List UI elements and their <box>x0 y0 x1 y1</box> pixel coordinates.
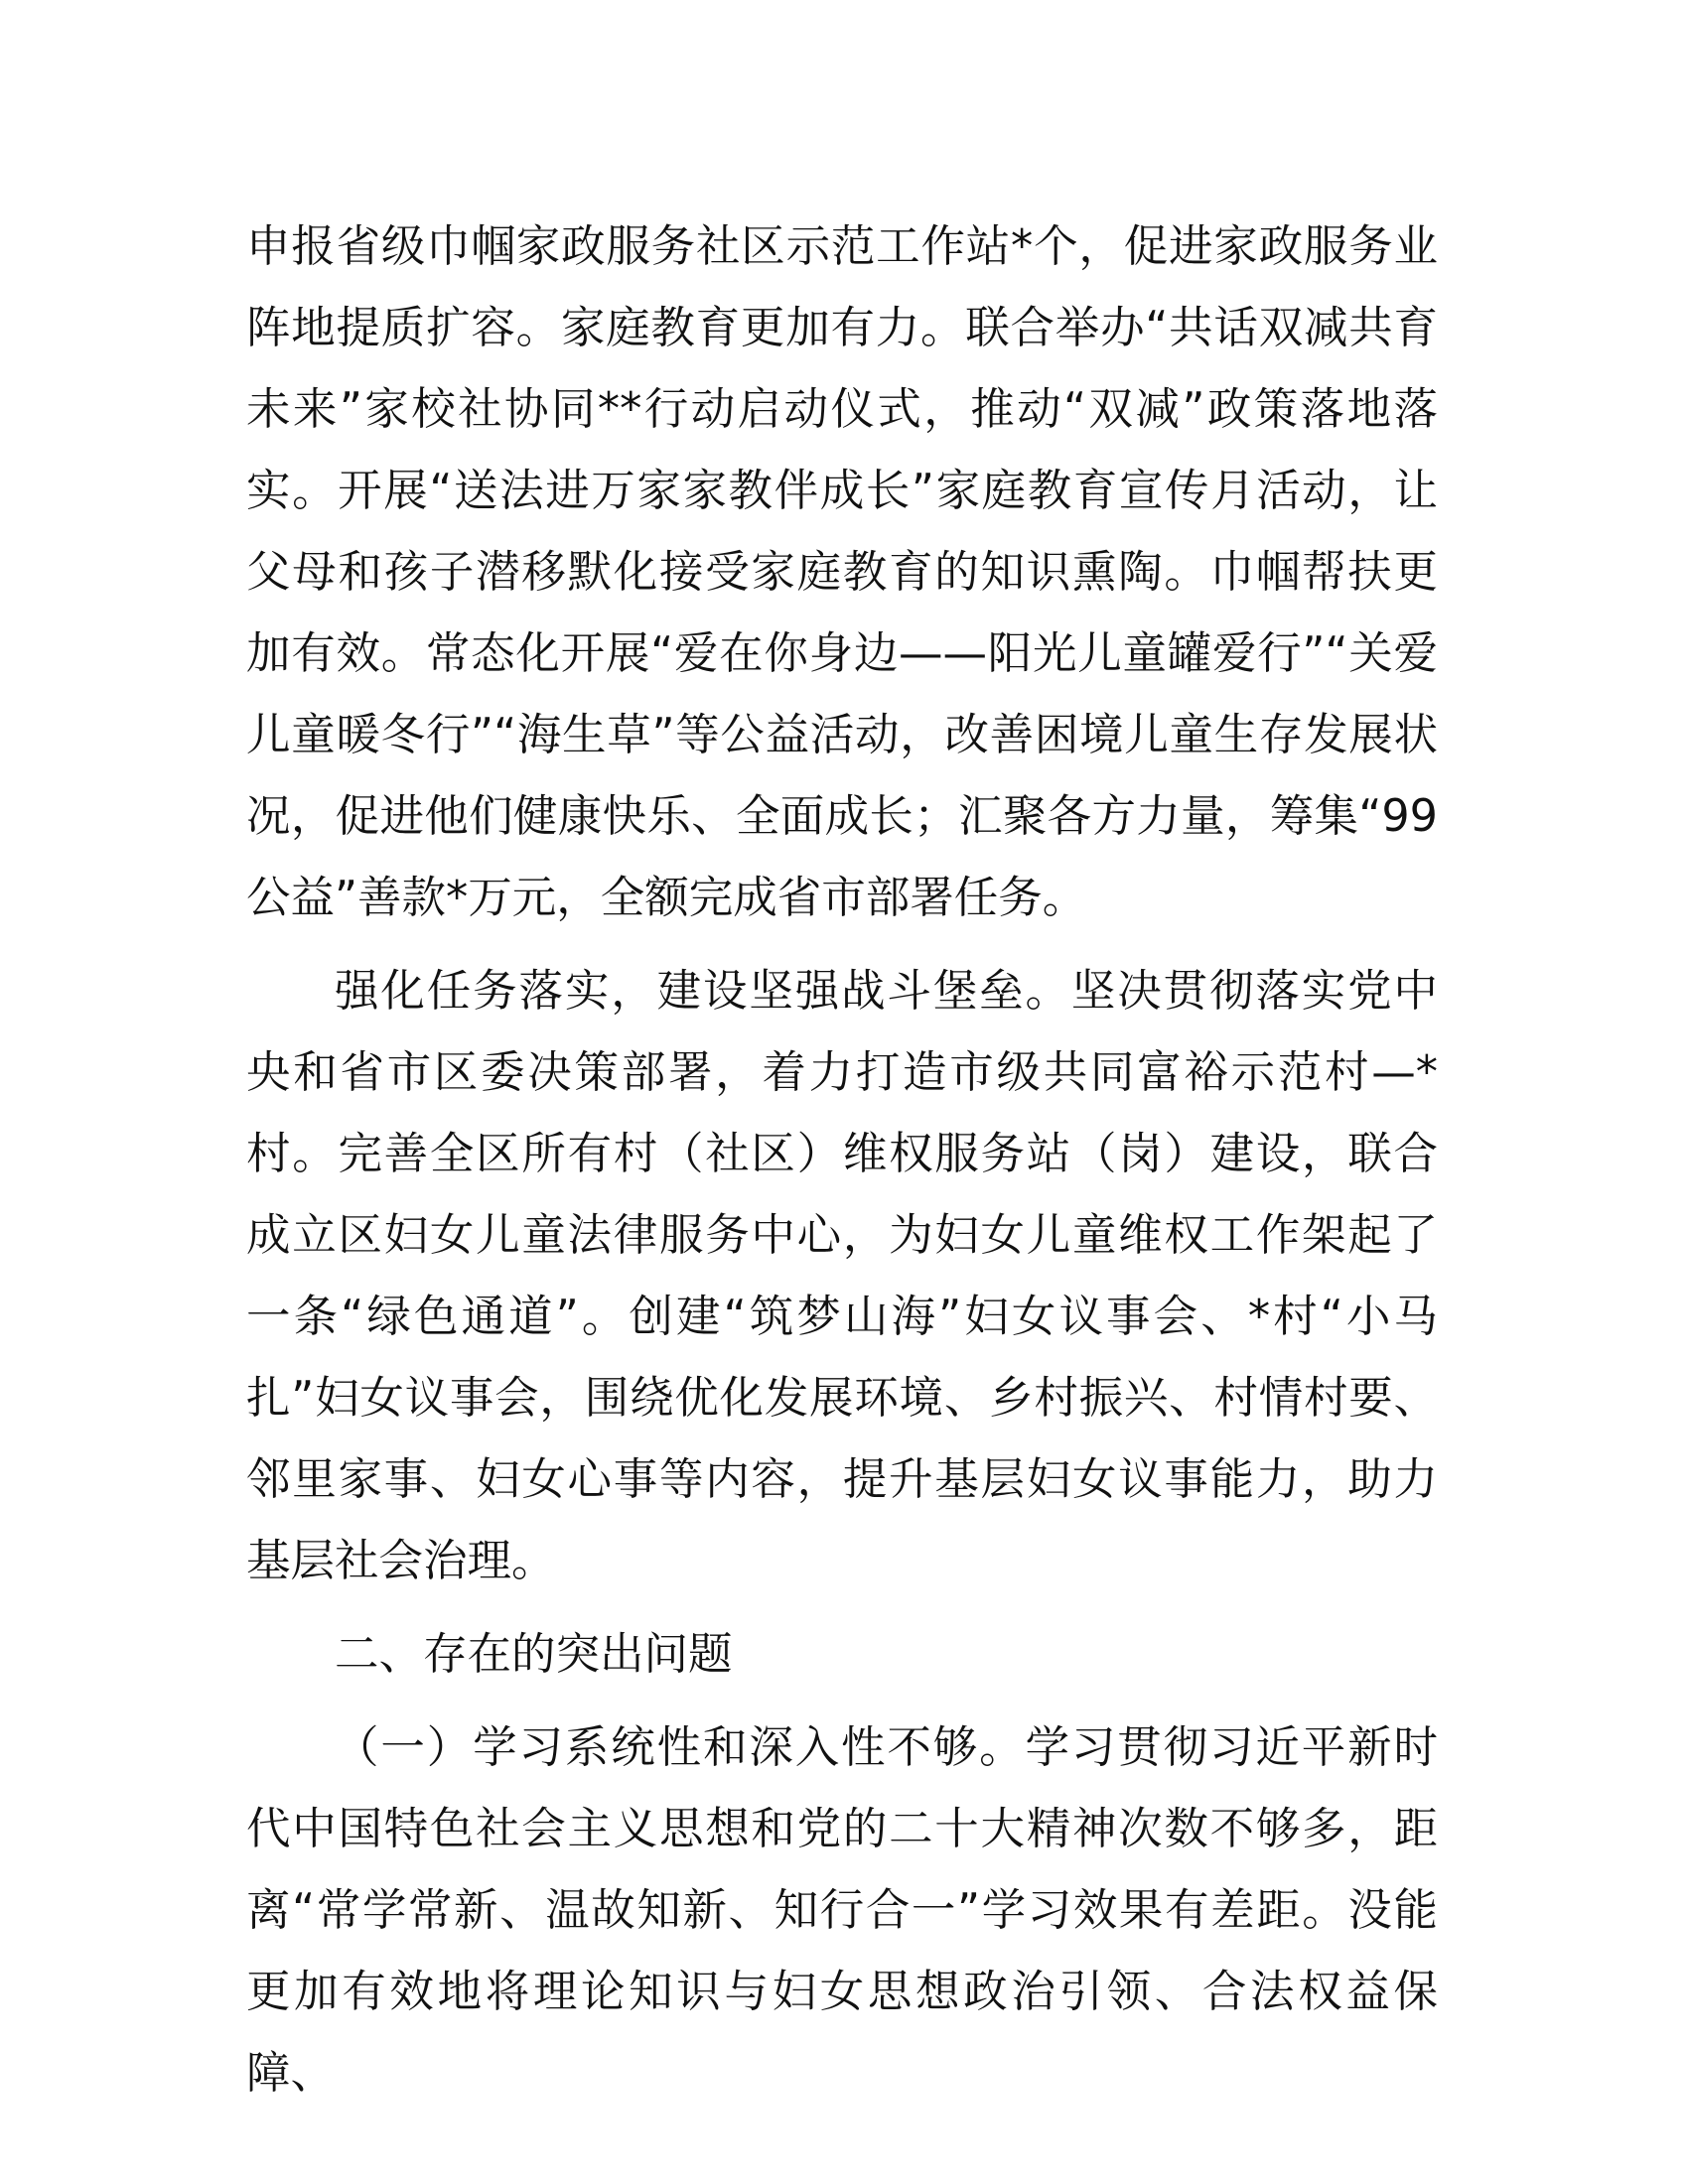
section-heading-problems: 二、存在的突出问题 <box>335 1629 733 1680</box>
paragraph-study-issue: （一）学习系统性和深入性不够。学习贯彻习近平新时代中国特色社会主义思想和党的二十大精神次数不够多，距离“常学常新、温故知新、知行合一”学习效果有差距。没能更加有效地将理论知识与妇女思想政治引领、合法权益保障、 <box>246 1722 1438 2099</box>
paragraph-task-implementation: 强化任务落实，建设坚强战斗堡垒。坚决贯彻落实党中央和省市区委决策部署，着力打造市级共同富裕示范村—*村。完善全区所有村（社区）维权服务站（岗）建设，联合成立区妇女儿童法律服务中心，为妇女儿童维权工作架起了一条“绿色通道”。创建“筑梦山海”妇女议事会、*村“小马扎”妇女议事会，围绕优化发展环境、乡村振兴、村情村要、邻里家事、妇女心事等内容，提升基层妇女议事能力，助力基层社会治理。 <box>246 966 1438 1586</box>
document-body <box>246 206 1438 2115</box>
paragraph-work-achievements: 申报省级巾帼家政服务社区示范工作站*个，促进家政服务业阵地提质扩容。家庭教育更加有力。联合举办“共话双减共育未来”家校社协同**行动启动仪式，推动“双减”政策落地落实。开展“送法进万家家教伴成长”家庭教育宣传月活动，让父母和孩子潜移默化接受家庭教育的知识熏陶。巾帼帮扶更加有效。常态化开展“爱在你身边——阳光儿童罐爱行”“关爱儿童暖冬行”“海生草”等公益活动，改善困境儿童生存发展状况，促进他们健康快乐、全面成长；汇聚各方力量，筹集“99公益”善款*万元，全额完成省市部署任务。 <box>246 221 1438 923</box>
